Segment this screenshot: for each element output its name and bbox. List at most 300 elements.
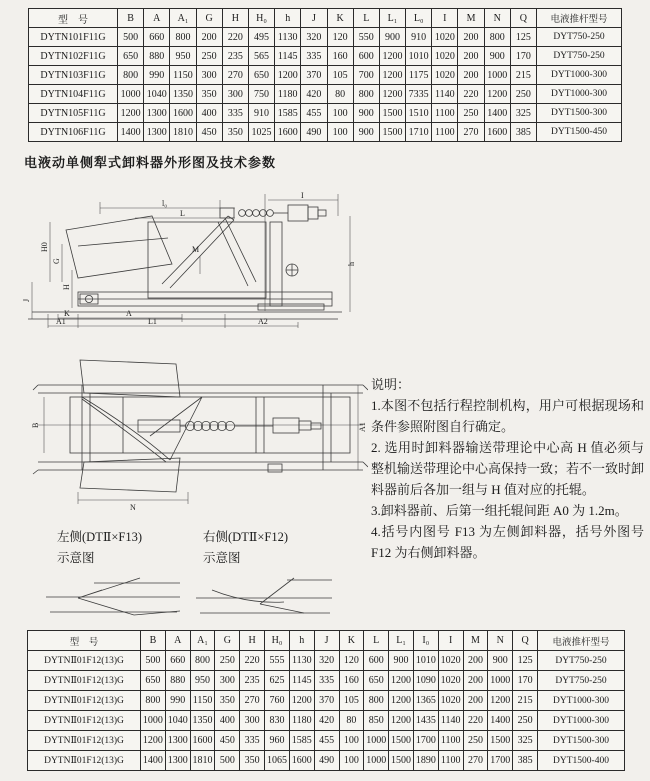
table-cell: 800 [364,691,389,711]
table-cell: 900 [488,651,513,671]
dimension-label: A2 [258,317,268,326]
table-cell: 1180 [289,711,314,731]
table-cell: 300 [240,711,265,731]
side-view-diagram [20,186,360,338]
notes-title: 说明： [371,377,411,392]
table-cell: 660 [144,28,170,47]
table-cell: 1600 [170,104,196,123]
table-cell: 600 [353,47,379,66]
table-cell: 1040 [165,711,190,731]
table-cell: 200 [196,28,222,47]
dimension-label: H [62,284,71,290]
table-cell: DYTNⅡ01F12(13)G [28,651,141,671]
table-cell: 1100 [432,123,458,142]
table-cell: 1200 [389,691,414,711]
table-cell: DYT1000-300 [537,85,622,104]
column-header: K [327,9,353,28]
dimension-label: M [192,245,200,254]
table-cell: 160 [327,47,353,66]
table-cell: 1585 [289,731,314,751]
table-cell: 990 [165,691,190,711]
table-cell: DYT1000-300 [537,66,622,85]
table-cell: 1350 [170,85,196,104]
column-header: N [484,9,510,28]
table-cell: 270 [240,691,265,711]
dimension-label: I [301,191,304,200]
note-item: 3.卸料器前、后第一组托辊间距 A0 为 1.2m。 [371,503,628,519]
column-header: H [222,9,248,28]
column-header: L [364,631,389,651]
dimension-label: N [130,503,136,512]
right-schematic-caption-line1: 右侧(DTⅡ×F12) [203,530,288,544]
table-cell: 750 [248,85,274,104]
table-cell: 1140 [432,85,458,104]
table-cell: 220 [222,28,248,47]
table-cell: 500 [215,751,240,771]
dimension-label: A [126,309,132,318]
column-header: K [339,631,364,651]
table-cell: 335 [240,731,265,751]
table-cell: 495 [248,28,274,47]
table-cell: 80 [339,711,364,731]
table-cell: 220 [240,651,265,671]
table-cell: 1000 [488,671,513,691]
table-cell: 215 [510,66,536,85]
table-cell: 1200 [275,66,301,85]
table-cell: 910 [248,104,274,123]
table-cell: 400 [196,104,222,123]
table-cell: 235 [240,671,265,691]
table-cell: DYT750-250 [538,671,625,691]
table-cell: 300 [222,85,248,104]
table-cell: 950 [190,671,215,691]
column-header: I [438,631,463,651]
table-cell: 1130 [289,651,314,671]
table-cell: 1145 [289,671,314,691]
column-header: A [165,631,190,651]
table-cell: 1100 [438,731,463,751]
table-cell: 1020 [432,47,458,66]
table-cell: 555 [265,651,290,671]
table-row [29,104,622,123]
table-cell: DYT1000-300 [538,691,625,711]
table-cell: 1350 [190,711,215,731]
table-cell: 1300 [144,123,170,142]
table-cell: 1100 [432,104,458,123]
column-header: h [275,9,301,28]
table-cell: 1010 [413,651,438,671]
column-header: L₁ [389,631,414,651]
table-cell: 385 [510,123,536,142]
table-cell: 830 [265,711,290,731]
table-cell: 1810 [190,751,215,771]
left-schematic-caption [57,527,142,568]
dimension-label: h [347,262,356,266]
table-cell: 270 [222,66,248,85]
table-cell: 1200 [484,85,510,104]
table-cell: 350 [222,123,248,142]
dimension-label: H0 [40,242,49,252]
dimension-label: B [31,422,40,428]
table-cell: 1435 [413,711,438,731]
table-cell: 600 [364,651,389,671]
table-cell: DYTN105F11G [29,104,118,123]
table-cell: 565 [248,47,274,66]
table-cell: 1300 [165,751,190,771]
column-header: M [458,9,484,28]
table-cell: 1020 [432,28,458,47]
table-cell: 455 [314,731,339,751]
table-cell: 1300 [165,731,190,751]
table-cell: 880 [144,47,170,66]
table-cell: DYT750-250 [537,47,622,66]
table-cell: DYT1500-300 [537,104,622,123]
column-header: A₁ [170,9,196,28]
table-cell: 1145 [275,47,301,66]
table-cell: 325 [513,731,538,751]
table-cell: 270 [463,751,488,771]
table-cell: 650 [141,671,166,691]
table-cell: 1500 [389,751,414,771]
table-row [29,85,622,104]
table-cell: 100 [327,123,353,142]
table-cell: 335 [301,47,327,66]
table-cell: 1040 [144,85,170,104]
table-cell: 300 [215,671,240,691]
table-row [28,671,625,691]
table-row [28,711,625,731]
table-cell: 250 [463,731,488,751]
table-cell: 900 [389,651,414,671]
table-cell: 320 [314,651,339,671]
table-row [29,28,622,47]
column-header: N [488,631,513,651]
table-cell: 1200 [289,691,314,711]
left-schematic-caption-line1: 左侧(DTⅡ×F13) [57,530,142,544]
dimension-label: J [22,298,31,302]
table-cell: 220 [463,711,488,731]
column-header: M [463,631,488,651]
table-cell: DYTNⅡ01F12(13)G [28,731,141,751]
right-schematic-caption-line2: 示意图 [203,550,241,565]
table-cell: 200 [463,651,488,671]
dimension-label: G [52,258,61,264]
table-cell: 1500 [379,104,405,123]
table-cell: 420 [301,85,327,104]
table-cell: 1200 [379,66,405,85]
table-cell: 1200 [118,104,144,123]
column-header: L₀ [406,9,432,28]
table-cell: 1600 [289,751,314,771]
column-header: G [196,9,222,28]
dimension-label: K [64,309,70,318]
table-cell: 850 [364,711,389,731]
table-cell: 1065 [265,751,290,771]
table-cell: DYTNⅡ01F12(13)G [28,751,141,771]
table-cell: 1200 [488,691,513,711]
dimension-label: A1 [358,422,367,432]
table-cell: 1090 [413,671,438,691]
table-cell: 1400 [488,711,513,731]
table-cell: 320 [301,28,327,47]
table-cell: 300 [196,66,222,85]
table-cell: 1140 [438,711,463,731]
table-cell: DYTNⅡ01F12(13)G [28,711,141,731]
column-header: 电液推杆型号 [538,631,625,651]
table-cell: 1500 [379,123,405,142]
table-row [29,123,622,142]
dimension-label: L [180,209,185,218]
table-cell: 350 [196,85,222,104]
table-cell: 1500 [488,731,513,751]
table-cell: 1175 [406,66,432,85]
column-header: Q [513,631,538,651]
table-cell: 200 [463,691,488,711]
table-header-row [29,9,622,28]
table-cell: 880 [165,671,190,691]
table-cell: 1400 [484,104,510,123]
table-cell: 250 [215,651,240,671]
table-cell: DYTN101F11G [29,28,118,47]
table-cell: 250 [196,47,222,66]
table-cell: 125 [513,651,538,671]
column-header: H [240,631,265,651]
table-cell: 200 [458,66,484,85]
table-cell: 1810 [170,123,196,142]
table-cell: DYT1500-400 [538,751,625,771]
table-cell: 1400 [118,123,144,142]
table-cell: 900 [484,47,510,66]
table-cell: 350 [215,691,240,711]
table-cell: 170 [513,671,538,691]
table-cell: 400 [215,711,240,731]
table-cell: DYTNⅡ01F12(13)G [28,691,141,711]
table-row [28,691,625,711]
table-header-row [28,631,625,651]
table-cell: 1010 [406,47,432,66]
table-cell: 910 [406,28,432,47]
table-cell: 900 [379,28,405,47]
table-cell: 1020 [438,651,463,671]
table-cell: 800 [190,651,215,671]
column-header: h [289,631,314,651]
spec-table-bottom [27,630,625,771]
table-row [29,47,622,66]
table-cell: 1020 [438,671,463,691]
table-cell: 1500 [389,731,414,751]
table-cell: 335 [314,671,339,691]
table-cell: 250 [458,104,484,123]
table-cell: 220 [458,85,484,104]
table-cell: DYT750-250 [537,28,622,47]
table-cell: 1130 [275,28,301,47]
table-cell: 1365 [413,691,438,711]
table-cell: 1100 [438,751,463,771]
table-cell: 650 [364,671,389,691]
table-cell: 1020 [438,691,463,711]
table-cell: DYT1500-300 [538,731,625,751]
table-cell: 270 [458,123,484,142]
table-cell: 550 [353,28,379,47]
table-cell: 1600 [275,123,301,142]
dimension-label: L1 [148,317,157,326]
table-cell: 490 [314,751,339,771]
table-cell: 170 [510,47,536,66]
table-cell: 250 [513,711,538,731]
column-header: I [432,9,458,28]
dimension-label: A1 [56,317,66,326]
column-header: I₀ [413,631,438,651]
notes-block [371,374,644,563]
table-cell: 625 [265,671,290,691]
table-cell: 105 [339,691,364,711]
column-header: B [118,9,144,28]
table-cell: 125 [510,28,536,47]
table-cell: 385 [513,751,538,771]
table-cell: 1700 [488,751,513,771]
table-cell: 450 [196,123,222,142]
column-header: J [301,9,327,28]
table-cell: 1200 [389,711,414,731]
table-cell: 500 [118,28,144,47]
table-cell: 7335 [406,85,432,104]
table-cell: 1025 [248,123,274,142]
table-cell: 900 [353,123,379,142]
table-cell: 370 [314,691,339,711]
table-cell: 800 [353,85,379,104]
right-plough-schematic [192,574,337,624]
table-row [28,751,625,771]
column-header: B [141,631,166,651]
table-cell: 1700 [413,731,438,751]
section-heading: 电液动单侧犁式卸料器外形图及技术参数 [24,155,277,170]
table-cell: 1600 [190,731,215,751]
table-cell: 800 [118,66,144,85]
table-cell: 1890 [413,751,438,771]
left-plough-schematic [42,574,187,624]
table-cell: 990 [144,66,170,85]
table-cell: 100 [327,104,353,123]
column-header: A [144,9,170,28]
table-cell: 490 [301,123,327,142]
table-cell: 1150 [170,66,196,85]
table-cell: 1200 [389,671,414,691]
table-cell: 100 [339,751,364,771]
column-header: A₁ [190,631,215,651]
left-schematic-caption-line2: 示意图 [57,550,95,565]
column-header: Q [510,9,536,28]
table-cell: 200 [463,671,488,691]
table-cell: 1400 [141,751,166,771]
table-cell: 120 [327,28,353,47]
table-cell: 100 [339,731,364,751]
table-cell: 160 [339,671,364,691]
table-cell: 900 [353,104,379,123]
table-cell: 1200 [379,85,405,104]
column-header: 型 号 [29,9,118,28]
table-cell: 650 [248,66,274,85]
table-cell: 1200 [379,47,405,66]
table-row [28,731,625,751]
table-cell: 1180 [275,85,301,104]
table-cell: 1710 [406,123,432,142]
table-cell: 800 [141,691,166,711]
table-cell: 1300 [144,104,170,123]
table-cell: 450 [215,731,240,751]
right-schematic-caption [203,527,288,568]
column-header: 电液推杆型号 [537,9,622,28]
note-item: 4.括号内图号 F13 为左侧卸料器，括号外图号 F12 为右侧卸料器。 [371,524,644,561]
table-row [29,66,622,85]
table-row [28,651,625,671]
table-cell: 200 [458,28,484,47]
table-cell: 200 [458,47,484,66]
column-header: H₀ [265,631,290,651]
table-cell: 1585 [275,104,301,123]
table-cell: 800 [170,28,196,47]
table-cell: 250 [510,85,536,104]
table-cell: 350 [240,751,265,771]
table-cell: DYTN103F11G [29,66,118,85]
table-cell: 500 [141,651,166,671]
table-cell: 105 [327,66,353,85]
table-cell: 235 [222,47,248,66]
table-cell: 455 [301,104,327,123]
column-header: L [353,9,379,28]
table-cell: 660 [165,651,190,671]
table-cell: 1150 [190,691,215,711]
column-header: 型 号 [28,631,141,651]
table-cell: 760 [265,691,290,711]
table-cell: 420 [314,711,339,731]
table-cell: 1000 [364,751,389,771]
column-header: L₁ [379,9,405,28]
table-cell: DYTN104F11G [29,85,118,104]
column-header: G [215,631,240,651]
table-cell: 370 [301,66,327,85]
note-item: 2. 选用时卸料器输送带理论中心高 H 值必须与整机输送带理论中心高保持一致；若不一致时卸料器前后各加一组与 H 值对应的托辊。 [371,440,645,498]
column-header: H₀ [248,9,274,28]
column-header: J [314,631,339,651]
table-cell: 80 [327,85,353,104]
table-cell: 700 [353,66,379,85]
table-cell: 650 [118,47,144,66]
table-cell: DYT1000-300 [538,711,625,731]
table-cell: 960 [265,731,290,751]
table-cell: 950 [170,47,196,66]
table-cell: 1600 [484,123,510,142]
table-cell: 1000 [364,731,389,751]
top-view-diagram [18,352,368,524]
table-cell: 1200 [141,731,166,751]
table-cell: 1020 [432,66,458,85]
dimension-label: l₀ [162,199,168,208]
table-cell: 800 [484,28,510,47]
table-cell: DYTN102F11G [29,47,118,66]
table-cell: 1000 [484,66,510,85]
table-cell: DYT1500-450 [537,123,622,142]
spec-table-top [28,8,622,142]
note-item: 1.本图不包括行程控制机构，用户可根据现场和条件参照附图自行确定。 [371,398,644,435]
table-cell: 215 [513,691,538,711]
table-cell: 120 [339,651,364,671]
table-cell: 1000 [118,85,144,104]
table-cell: 1510 [406,104,432,123]
table-cell: DYTNⅡ01F12(13)G [28,671,141,691]
table-cell: 325 [510,104,536,123]
table-cell: 1000 [141,711,166,731]
table-cell: 335 [222,104,248,123]
